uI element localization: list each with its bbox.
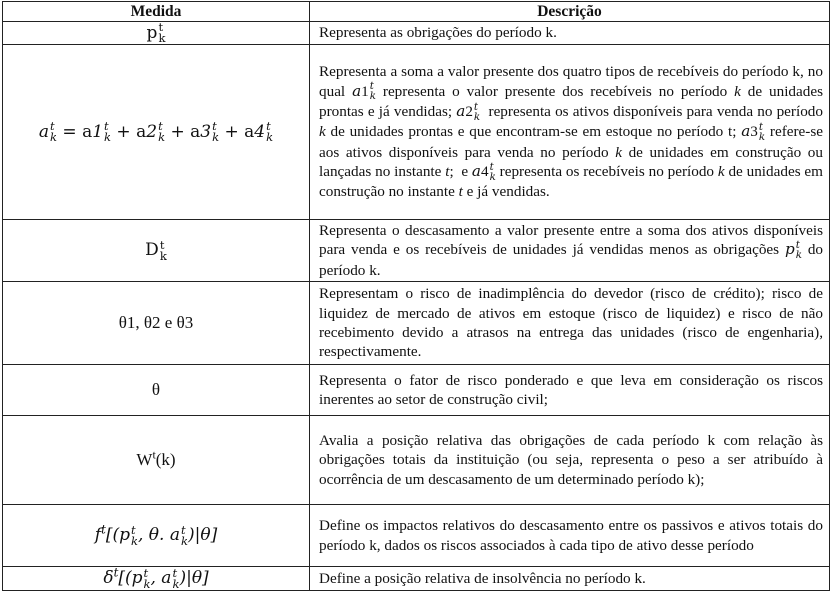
measures-table-container	[2, 1, 829, 591]
description-cell: Representa o descasamento a valor presente entre a soma dos ativos disponíveis para venda e os recebíveis de unidades já vendidas menos as obrigações p t k do período k.	[310, 220, 830, 282]
description-cell: Define os impactos relativos do descasamento entre os passivos e ativos totais do período k, dados os riscos associados à cada tipo de ativo desse período	[310, 505, 830, 567]
table-row	[3, 22, 830, 45]
formula-pk-t: p t k	[146, 20, 166, 45]
formula-delta: $\delta^t[(p$ t k , a t k )|θ]	[103, 565, 209, 591]
formula-wtk: $W^t(k)$	[136, 447, 176, 470]
measure-cell	[3, 22, 310, 45]
formula-thetas: θ1, θ2 e θ3	[118, 313, 194, 333]
measure-cell	[3, 505, 310, 567]
measure-cell	[3, 416, 310, 505]
formula-dk-t: D t k	[145, 237, 167, 263]
table-header-row	[3, 2, 830, 22]
table-row	[3, 45, 830, 220]
measure-cell	[3, 282, 310, 365]
description-cell: Representam o risco de inadimplência do devedor (risco de crédito); risco de liquidez de mercado de ativos em estoque (risco de liquidez) e risco de não recebimento devido a atrasos na entrega das unidades (risco de engenharia), respectivamente.	[310, 282, 830, 365]
formula-ak-sum: a t k = a1 t k + a2 t k + a3 t k + a4 t k	[38, 119, 274, 144]
description-cell: Representa o fator de risco ponderado e que leva em consideração os riscos inerentes ao setor de construção civil;	[310, 365, 830, 416]
measure-cell	[3, 45, 310, 220]
table-row	[3, 567, 830, 591]
table-row	[3, 282, 830, 365]
table-row	[3, 416, 830, 505]
table-row	[3, 365, 830, 416]
formula-theta: θ	[151, 380, 161, 400]
measure-cell	[3, 365, 310, 416]
formula-ft: $f^t[(p$ t k , θ. a t k )|θ]	[94, 522, 218, 548]
header-description: Descrição	[310, 2, 830, 22]
measure-cell	[3, 567, 310, 591]
header-measure: Medida	[3, 2, 310, 22]
table-row	[3, 505, 830, 567]
description-cell: Representa as obrigações do período k.	[310, 22, 830, 45]
measures-table	[2, 1, 830, 591]
description-cell: Define a posição relativa de insolvência no período k.	[310, 567, 830, 591]
description-cell: Avalia a posição relativa das obrigações de cada período k com relação às obrigações totais da instituição (ou seja, representa o peso a ser atribuído à ocorrência de um descasamento de um determinado período k);	[310, 416, 830, 505]
table-row	[3, 220, 830, 282]
description-cell: Representa a soma a valor presente dos quatro tipos de recebíveis do período k, no qual a1 t k representa o valor presente dos recebíveis no período k de unidades prontas e já vendidas; a2 t k representa os ativos disponíveis para venda no período k de unidades prontas e que encontram-se em estoque no período t; a3 t k refere-se aos ativos disponíveis para venda no período k de unidades em construção ou lançadas no instante t; e a4 t k representa os recebíveis no período k de unidades em construção no instante t e já vendidas.	[310, 45, 830, 220]
measure-cell	[3, 220, 310, 282]
